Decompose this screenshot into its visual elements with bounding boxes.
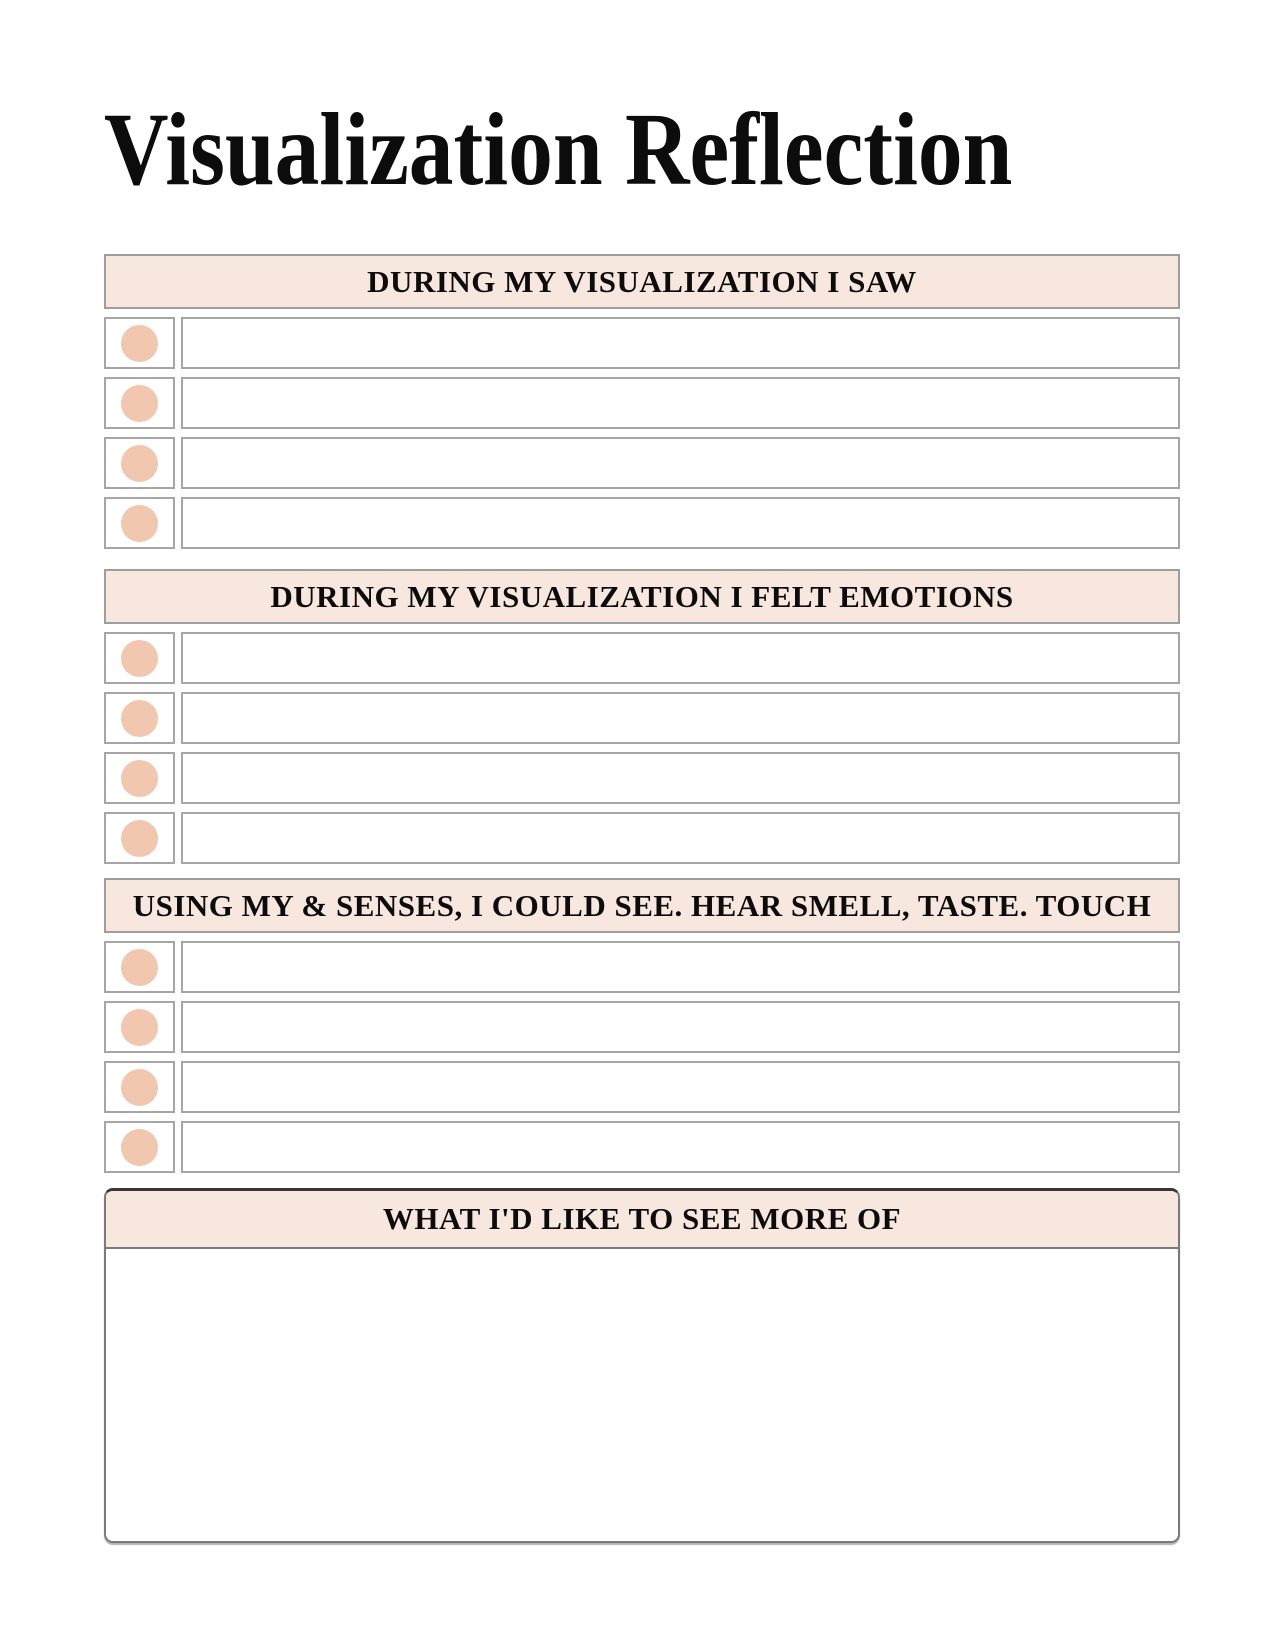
bullet-cell [104,941,175,993]
bullet-circle-icon [121,325,158,362]
answer-line-input[interactable] [181,1001,1180,1053]
section-header-senses [104,878,1180,933]
answer-line-input[interactable] [181,1061,1180,1113]
bullet-cell [104,632,175,684]
bullet-circle-icon [121,505,158,542]
answer-row [104,1121,1180,1173]
bullet-circle-icon [121,385,158,422]
answer-row [104,812,1180,864]
answer-line-input[interactable] [181,692,1180,744]
bullet-circle-icon [121,640,158,677]
answer-line-input[interactable] [181,1121,1180,1173]
answer-line-input[interactable] [181,437,1180,489]
bullet-cell [104,497,175,549]
bullet-cell [104,1121,175,1173]
section-header-emotions [104,569,1180,624]
section-header-saw [104,254,1180,309]
answer-line-input[interactable] [181,632,1180,684]
answer-row [104,752,1180,804]
answer-row [104,497,1180,549]
section-senses [104,878,1180,1173]
bullet-circle-icon [121,820,158,857]
bullet-cell [104,812,175,864]
answer-line-input[interactable] [181,941,1180,993]
bullet-cell [104,317,175,369]
section-senses-title: USING MY & SENSES, I COULD SEE. HEAR SMELL, TASTE. TOUCH [132,887,1152,923]
bullet-circle-icon [121,1009,158,1046]
bullet-circle-icon [121,445,158,482]
answer-line-input[interactable] [181,812,1180,864]
section-more-title: WHAT I'D LIKE TO SEE MORE OF [382,1201,902,1237]
bullet-circle-icon [121,1069,158,1106]
answer-row [104,1001,1180,1053]
bullet-circle-icon [121,700,158,737]
bullet-cell [104,1061,175,1113]
answer-row [104,317,1180,369]
answer-row [104,692,1180,744]
answer-row [104,437,1180,489]
bullet-cell [104,437,175,489]
more-of-writing-area[interactable] [106,1249,1178,1541]
bullet-circle-icon [121,760,158,797]
bullet-cell [104,752,175,804]
answer-line-input[interactable] [181,377,1180,429]
answer-line-input[interactable] [181,317,1180,369]
section-emotions-title: DURING MY VISUALIZATION I FELT EMOTIONS [270,578,1014,614]
section-emotions [104,569,1180,864]
bullet-circle-icon [121,949,158,986]
section-header-more [106,1191,1178,1249]
answer-line-input[interactable] [181,497,1180,549]
answer-row [104,377,1180,429]
bullet-cell [104,377,175,429]
bullet-cell [104,692,175,744]
answer-line-input[interactable] [181,752,1180,804]
section-saw [104,254,1180,549]
answer-row [104,941,1180,993]
bullet-cell [104,1001,175,1053]
section-more [104,1188,1180,1543]
answer-row [104,1061,1180,1113]
answer-row [104,632,1180,684]
section-saw-title: DURING MY VISUALIZATION I SAW [367,263,917,299]
page-title: Visualization Reflection [104,92,1013,207]
bullet-circle-icon [121,1129,158,1166]
